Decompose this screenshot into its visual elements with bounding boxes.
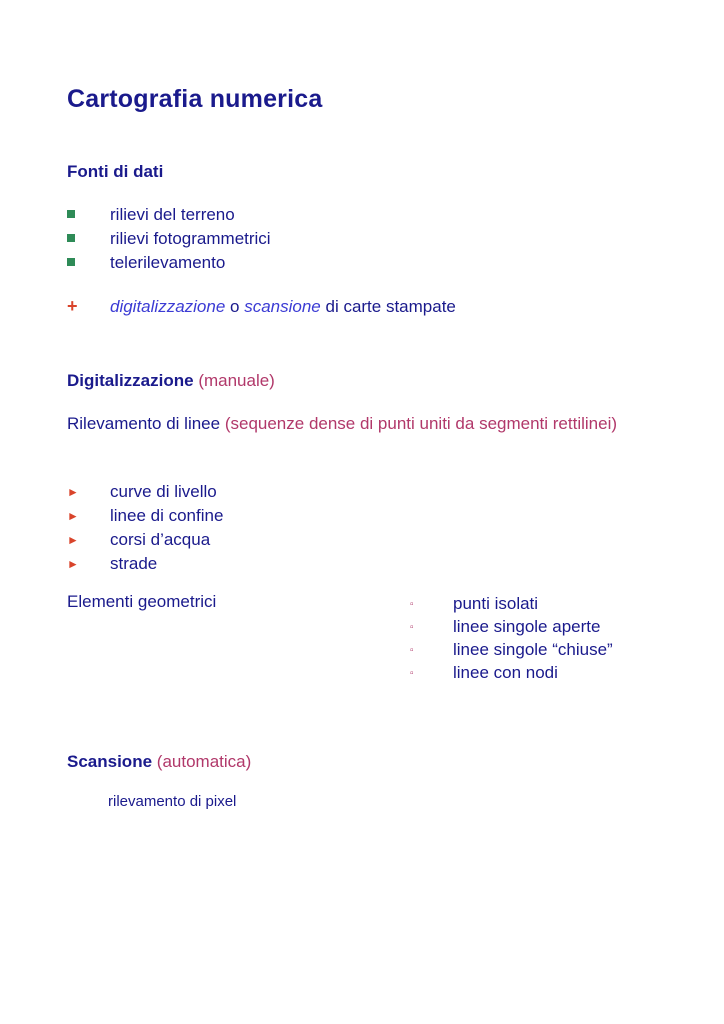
- plus-line-text: [110, 297, 456, 317]
- list-item-label: linee con nodi: [453, 663, 558, 682]
- plus-line-part3: scansione: [244, 297, 321, 316]
- section-heading-fonti: Fonti di dati: [67, 162, 164, 181]
- triangle-bullet-icon: ►: [67, 509, 79, 523]
- elementi-geometrici-label: Elementi geometrici: [67, 592, 217, 611]
- list-item-label: curve di livello: [110, 482, 217, 501]
- page-title: Cartografia numerica: [67, 85, 323, 113]
- list-item: [410, 617, 710, 640]
- plus-line: [67, 296, 667, 317]
- list-item-label: linee singole aperte: [453, 617, 601, 636]
- list-item: [67, 204, 627, 228]
- list-item-label: rilievi fotogrammetrici: [110, 229, 271, 248]
- section-heading-scansione: [67, 752, 251, 772]
- rilevamento-paragraph-bold: Rilevamento di linee: [67, 414, 221, 433]
- square-bullet-icon: [67, 204, 110, 228]
- small-square-bullet-icon: ▫: [410, 599, 414, 610]
- plus-line-part1: digitalizzazione: [110, 297, 226, 316]
- list-item: [410, 594, 710, 617]
- plus-marker-icon: +: [67, 296, 78, 316]
- list-item-label: punti isolati: [453, 594, 539, 613]
- list-item: [67, 553, 487, 577]
- small-square-bullet-icon: ▫: [410, 622, 414, 633]
- rilevamento-paragraph: [67, 413, 627, 435]
- list-item-label: corsi d’acqua: [110, 530, 211, 549]
- triangle-bullet-icon: ►: [67, 557, 79, 571]
- plus-line-part2: o: [225, 297, 245, 316]
- list-linee-tipi: [67, 481, 487, 577]
- list-item-label: linee singole “chiuse”: [453, 640, 613, 659]
- list-item: [67, 529, 487, 553]
- section-heading-digitalizzazione-note: (manuale): [198, 371, 275, 390]
- list-item: [67, 481, 487, 505]
- list-item: [67, 228, 627, 252]
- list-item: [67, 505, 487, 529]
- list-fonti-di-dati: [67, 204, 627, 276]
- list-elementi-geometrici: [410, 594, 710, 686]
- plus-line-part4: di carte stampate: [320, 297, 456, 316]
- list-item-label: telerilevamento: [110, 253, 226, 272]
- section-heading-digitalizzazione: [67, 371, 275, 391]
- list-item: [67, 252, 627, 276]
- section-heading-scansione-label: Scansione: [67, 752, 153, 771]
- rilevamento-paragraph-note: (sequenze dense di punti uniti da segmenti rettilinei): [224, 414, 618, 433]
- scansione-sub-text: rilevamento di pixel: [108, 793, 237, 810]
- triangle-bullet-icon: ►: [67, 533, 79, 547]
- small-square-bullet-icon: ▫: [410, 668, 414, 679]
- square-bullet-icon: [67, 228, 110, 252]
- list-item: [410, 640, 710, 663]
- list-item-label: linee di confine: [110, 506, 224, 525]
- small-square-bullet-icon: ▫: [410, 645, 414, 656]
- section-heading-digitalizzazione-label: Digitalizzazione: [67, 371, 194, 390]
- section-heading-scansione-note: (automatica): [156, 752, 252, 771]
- triangle-bullet-icon: ►: [67, 485, 79, 499]
- list-item-label: strade: [110, 554, 158, 573]
- list-item-label: rilievi del terreno: [110, 205, 235, 224]
- square-bullet-icon: [67, 252, 110, 276]
- list-item: [410, 663, 710, 686]
